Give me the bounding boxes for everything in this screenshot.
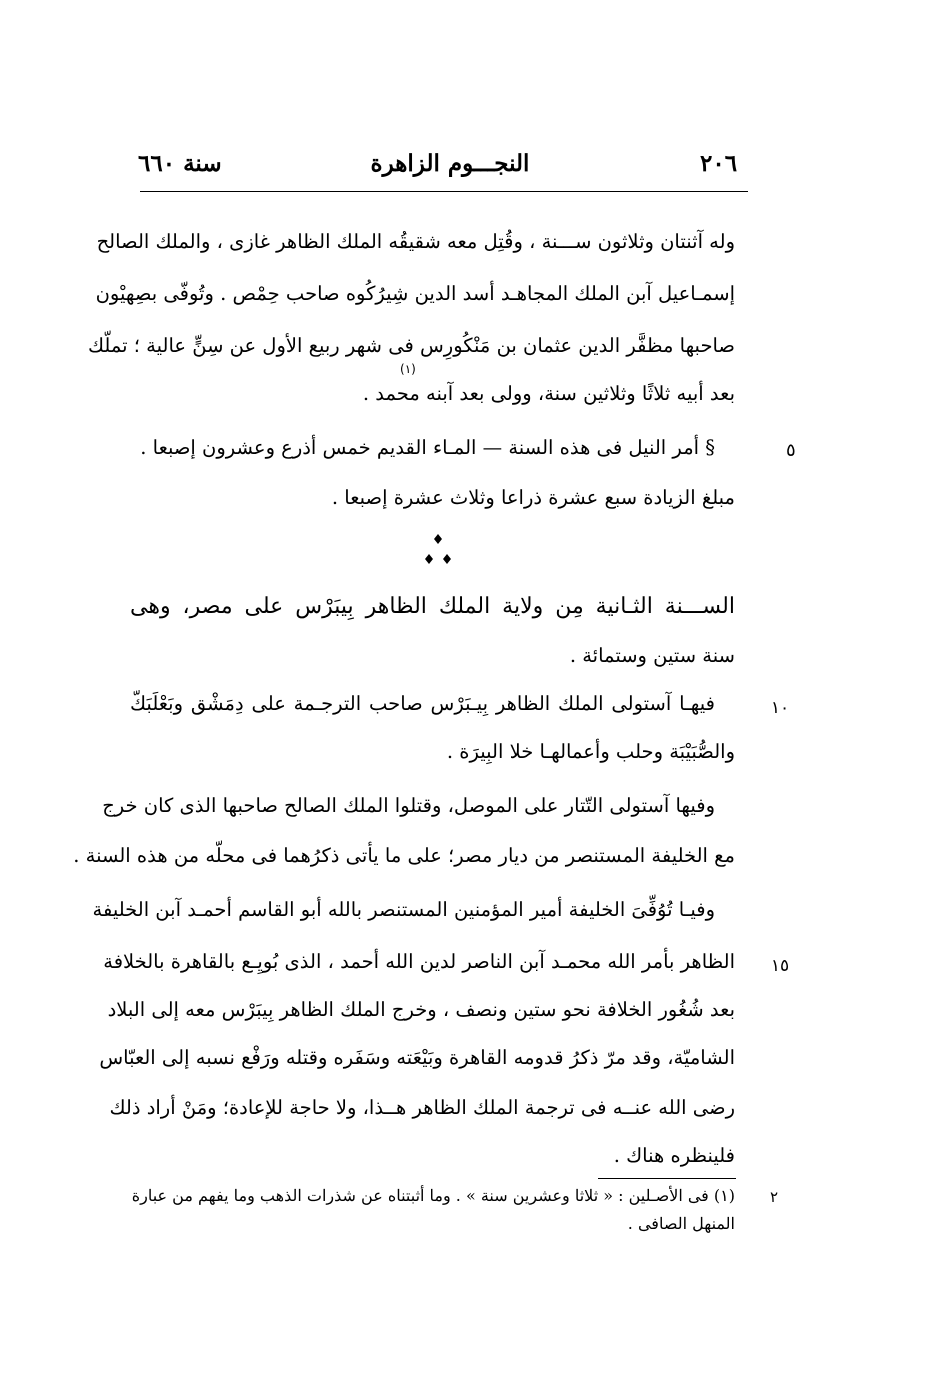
footnote-rule bbox=[598, 1178, 736, 1179]
running-title: النجـــوم الزاهرة bbox=[370, 150, 530, 177]
page-number: ٢٠٦ bbox=[700, 150, 738, 177]
diamond-ornament-icon bbox=[418, 532, 458, 568]
body-line: وفيـا تُوُفِّىَ الخليفة أمير المؤمنين المستنصر بالله أبو القاسم أحمـد آبن الخليفة bbox=[92, 898, 715, 921]
line-number-5: ٥ bbox=[786, 440, 796, 461]
body-line: فلينظره هناك . bbox=[613, 1144, 735, 1167]
body-line: رضى الله عنــه فى ترجمة الملك الظاهر هــذا، ولا حاجة للإعادة؛ ومَنْ أراد ذلك bbox=[109, 1096, 735, 1119]
body-line: والصُّبَيْبَة وحلب وأعمالهـا خلا البِيرَة . bbox=[446, 740, 735, 763]
header-rule bbox=[140, 191, 748, 192]
line-number-10: ١٠ bbox=[770, 698, 790, 718]
footnote-line: (١) فى الأصـلين : « ثلاثا وعشرين سنة » . وما أثبتناه عن شذرات الذهب وما يفهم من عبارة bbox=[131, 1186, 735, 1205]
body-line: صاحبها مظفَّر الدين عثمان بن مَنْكُورِس فى شهر ربيع الأول عن سِنٍّ عالية ؛ تملّك bbox=[88, 334, 735, 357]
body-line: الظاهر بأمر الله محمـد آبن الناصر لدين الله أحمد ، الذى بُويِـع بالقاهرة بالخلافة bbox=[103, 950, 735, 973]
body-line: سنة ستين وستمائة . bbox=[569, 644, 735, 667]
line-number-15: ١٥ bbox=[770, 956, 790, 976]
body-line: إسمـاعيل آبن الملك المجاهـد أسد الدين شِيرُكُوه صاحب حِمْص . وتُوفّى بصِهيْون bbox=[95, 282, 735, 305]
body-line: بعد أبيه ثلاثًا وثلاثين سنة، وولى بعد آبنه محمد . bbox=[362, 382, 735, 405]
footnote-reference: (١) bbox=[400, 362, 416, 376]
body-line: بعد شُغُور الخلافة نحو ستين ونصف ، وخرج الملك الظاهر بِيبَرْس معه إلى البلاد bbox=[107, 998, 735, 1021]
section-ornament bbox=[418, 532, 458, 568]
footnote-line: المنهل الصافى . bbox=[627, 1214, 735, 1233]
body-line: وفيها آستولى التّتار على الموصل، وقتلوا الملك الصالح صاحبها الذى كان خرج bbox=[102, 794, 715, 817]
footnote-line-number: ٢ bbox=[769, 1188, 779, 1206]
body-line: مبلغ الزيادة سبع عشرة ذراعا وثلاث عشرة إصبعا . bbox=[331, 486, 735, 509]
year-heading: الســـنة الثـانية مِن ولاية الملك الظاهر بِيبَرْس على مصر، وهى bbox=[130, 594, 735, 619]
body-line: مع الخليفة المستنصر من ديار مصر؛ على ما يأتى ذكرُهما فى محلّه من هذه السنة . bbox=[73, 844, 735, 867]
body-line: الشاميّة، وقد مرّ ذكرُ قدومه القاهرة وبَيْعَته وسَفَره وقتله ورَفْع نسبه إلى العبّاس bbox=[99, 1046, 735, 1069]
year-label: سنة ٦٦٠ bbox=[138, 150, 222, 177]
body-line: فيهـا آستولى الملك الظاهر بِيـبَرْس صاحب الترجـمة على دِمَشْق وبَعْلَبَكّ bbox=[130, 692, 715, 715]
body-line: § أمر النيل فى هذه السنة — المـاء القديم خمس أذرع وعشرون إصبعا . bbox=[140, 436, 715, 459]
body-line: وله آثنتان وثلاثون ســـنة ، وقُتِل معه شقيقُه الملك الظاهر غازى ، والملك الصالح bbox=[96, 230, 735, 253]
